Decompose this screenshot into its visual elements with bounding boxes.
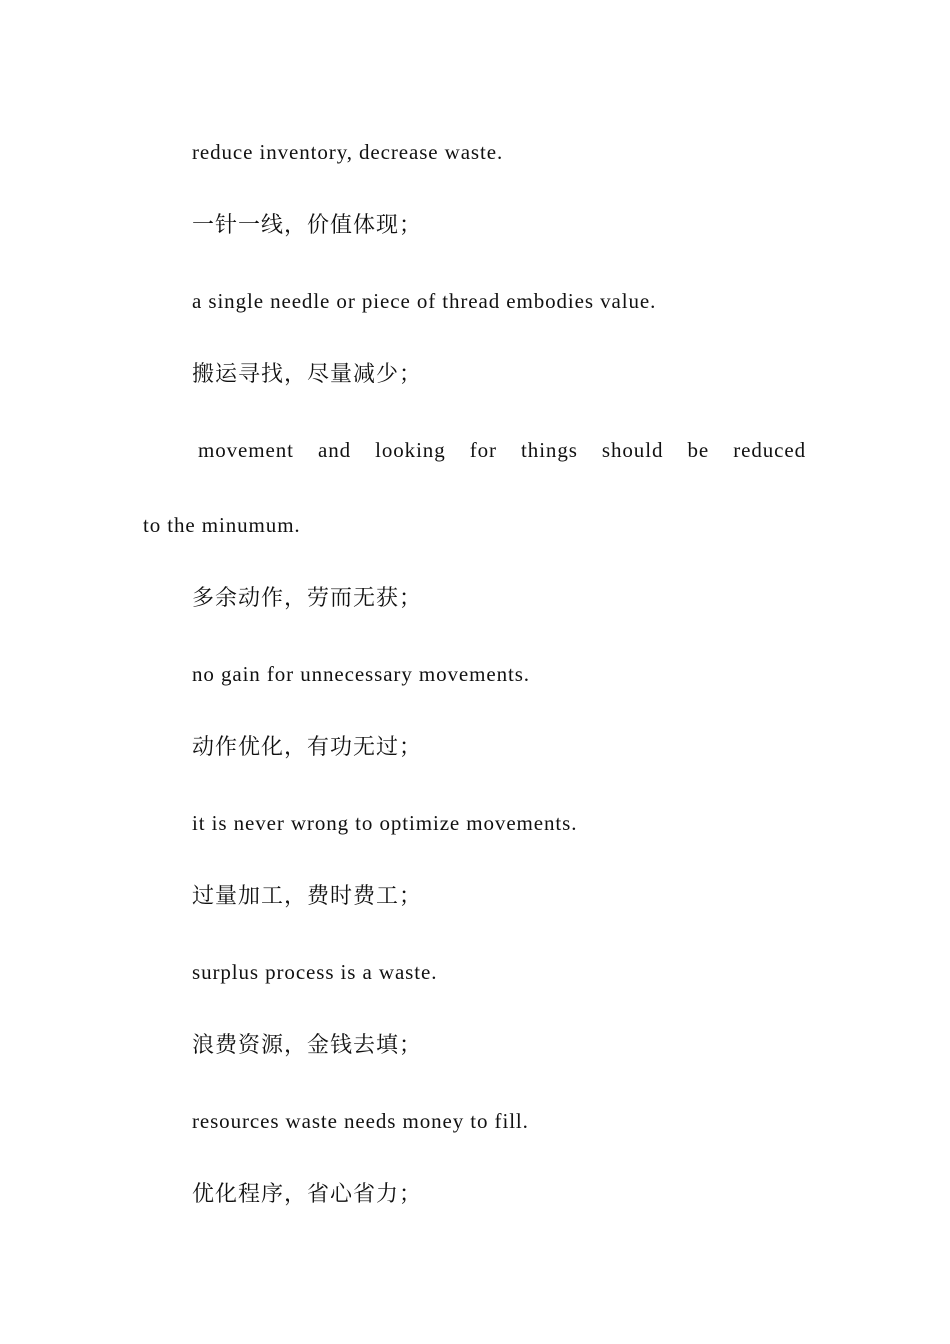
text-line-en: surplus process is a waste. xyxy=(192,960,438,984)
text-line-en: it is never wrong to optimize movements. xyxy=(192,811,578,835)
text-line-en: reduce inventory, decrease waste. xyxy=(192,140,504,164)
text-line-zh: 动作优化，有功无过； xyxy=(192,735,423,760)
text-line-zh: 搬运寻找，尽量减少； xyxy=(192,362,423,387)
text-line-en: a single needle or piece of thread embodies value. xyxy=(192,289,657,313)
text-line-zh: 一针一线，价值体现； xyxy=(192,213,423,238)
text-line-en: no gain for unnecessary movements. xyxy=(192,662,530,686)
text-line-zh: 浪费资源，金钱去填； xyxy=(192,1033,423,1058)
text-line-zh: 多余动作，劳而无获； xyxy=(192,586,423,611)
text-line-en: resources waste needs money to fill. xyxy=(192,1109,529,1133)
text-line-en-continuation: to the minumum. xyxy=(143,513,301,537)
text-line-zh: 过量加工，费时费工； xyxy=(192,884,423,909)
text-line-zh: 优化程序，省心省力； xyxy=(192,1182,423,1207)
text-line-en: movement and looking for things should be reduced xyxy=(198,438,806,462)
